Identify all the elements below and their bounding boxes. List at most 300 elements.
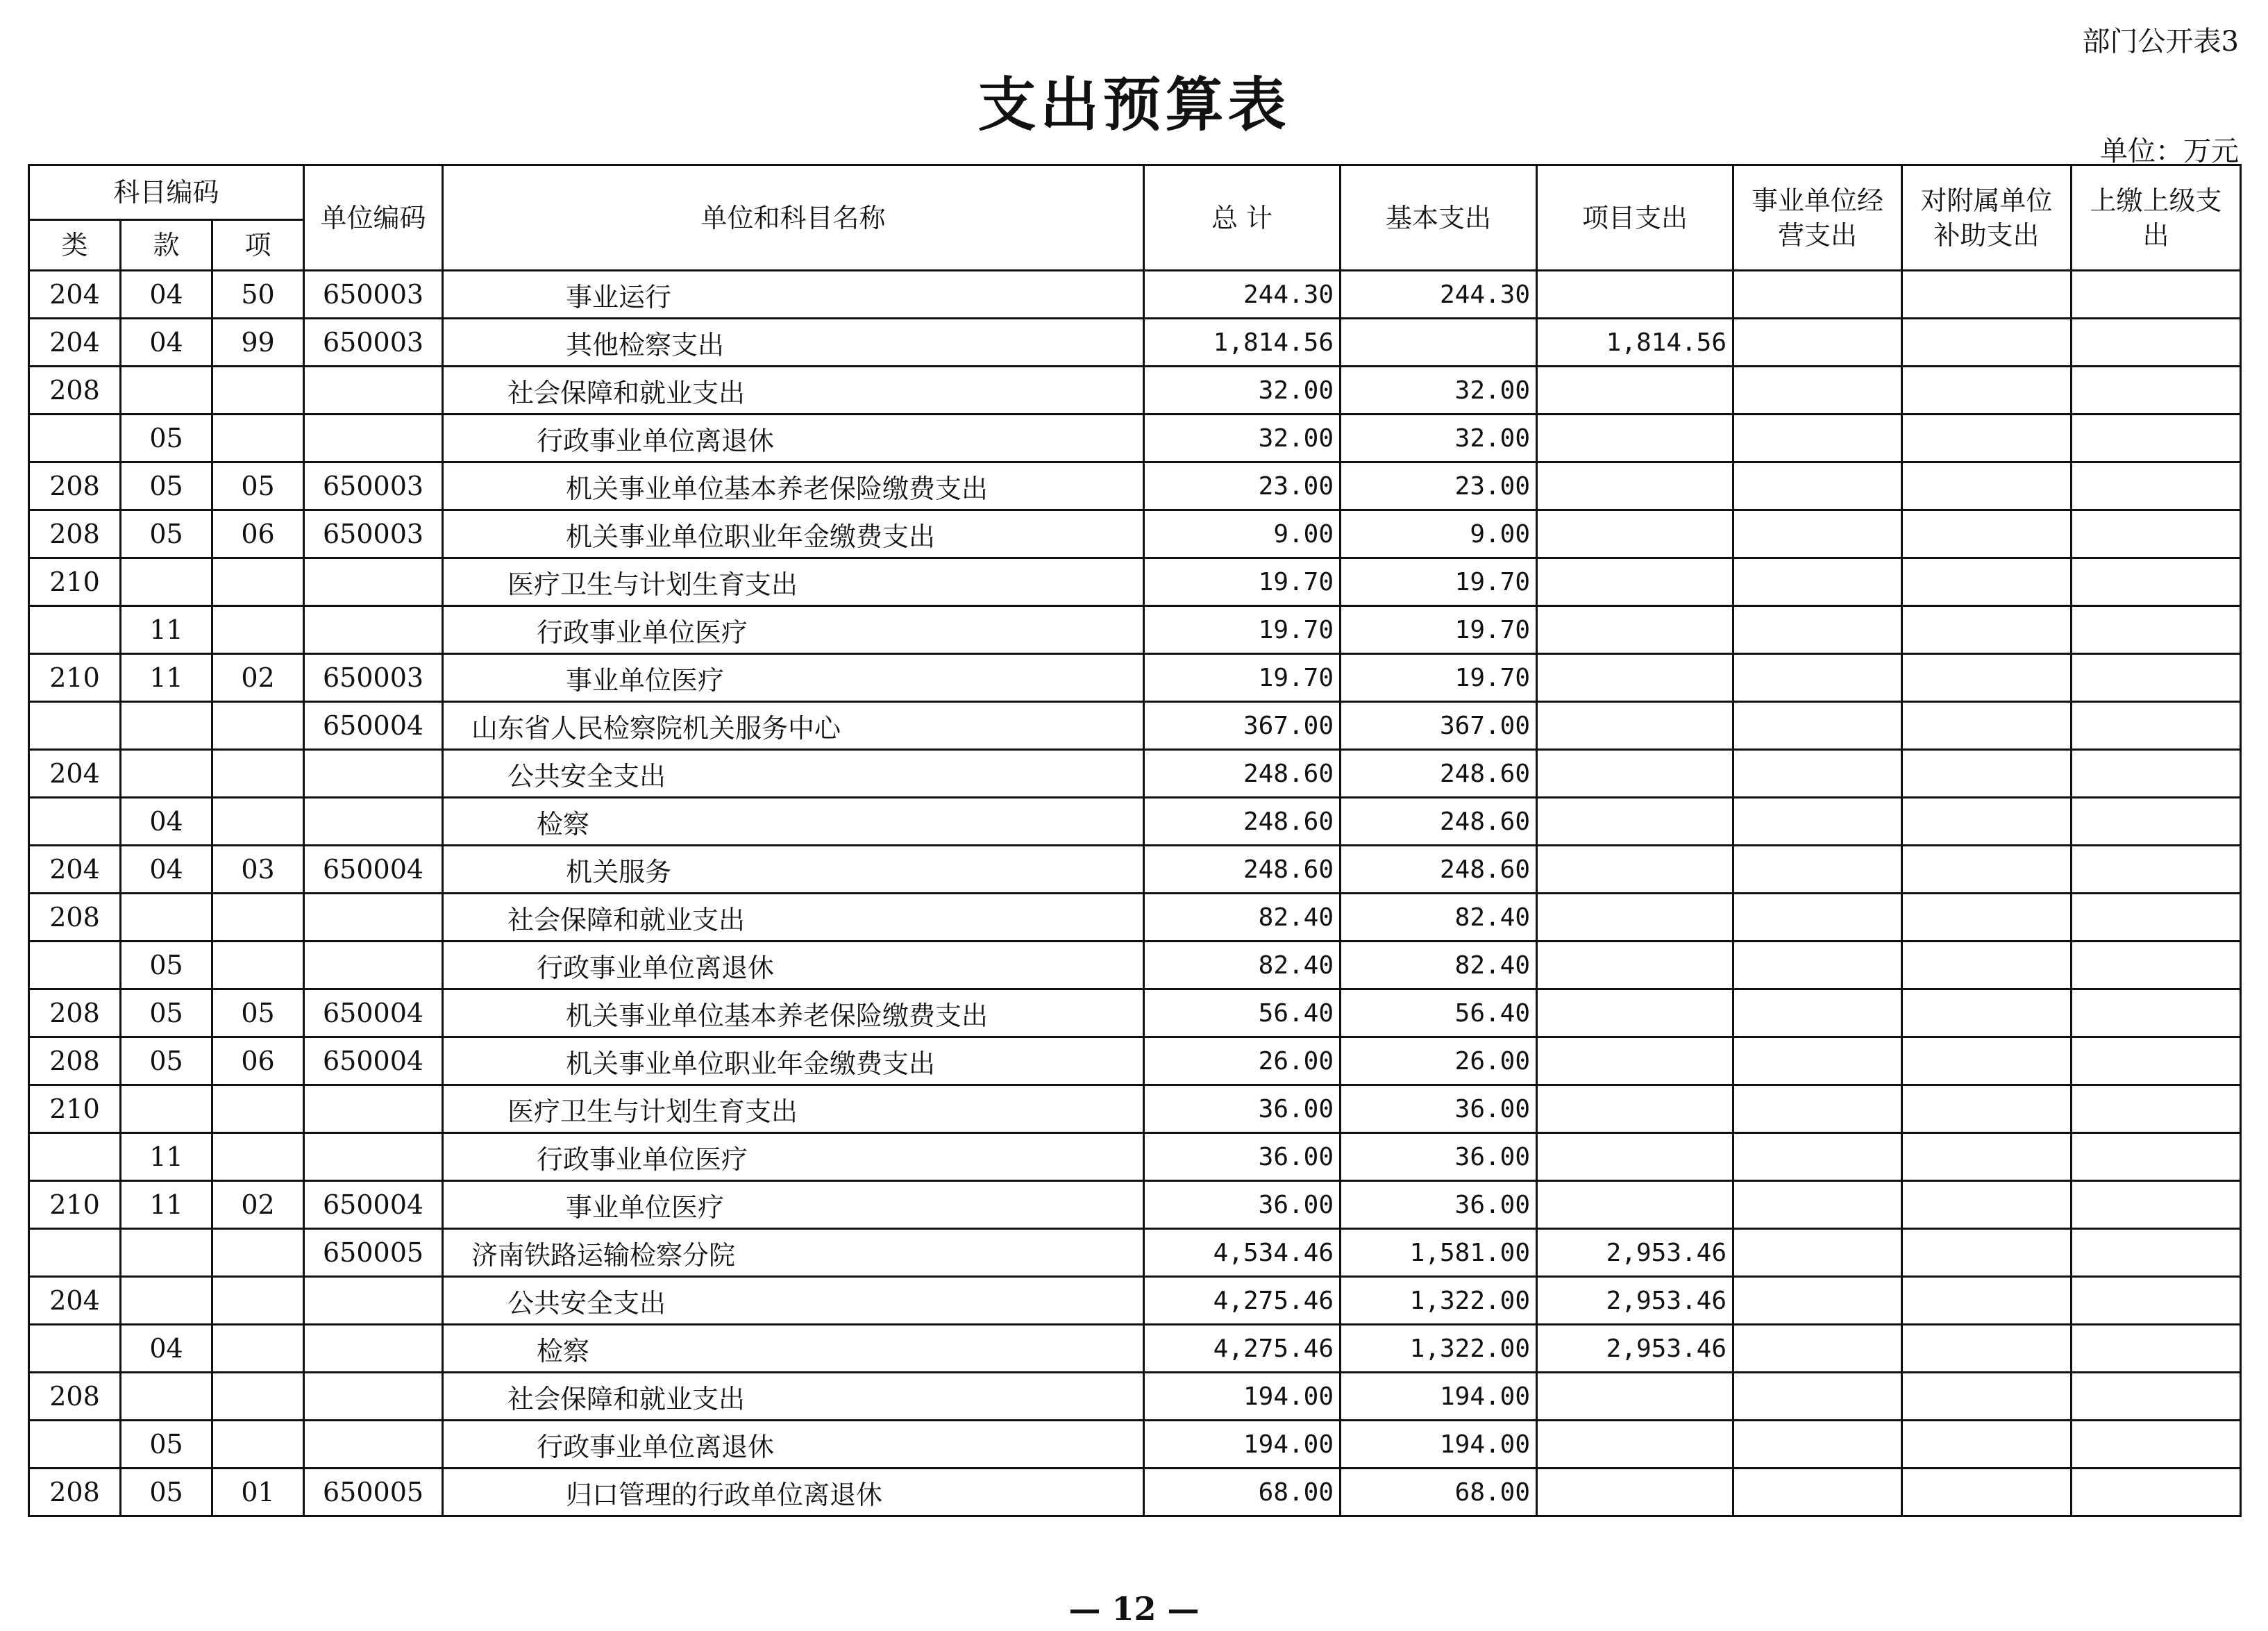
- cell-lei: 208: [29, 367, 121, 415]
- cell-project: [1537, 271, 1733, 319]
- cell-subsidy: [1902, 702, 2072, 750]
- table-row: [29, 510, 2241, 558]
- cell-name: 行政事业单位离退休: [443, 415, 1144, 462]
- cell-project: [1537, 702, 1733, 750]
- cell-project: [1537, 1085, 1733, 1133]
- cell-basic: 26.00: [1341, 1037, 1537, 1085]
- table-row: [29, 1421, 2241, 1469]
- cell-upper: [2072, 415, 2241, 462]
- cell-lei: 208: [29, 510, 121, 558]
- cell-business: [1733, 750, 1902, 798]
- cell-lei: [29, 415, 121, 462]
- cell-xiang: 06: [212, 510, 304, 558]
- cell-lei: 204: [29, 846, 121, 894]
- cell-basic: 1,322.00: [1341, 1325, 1537, 1373]
- cell-unit-code: [304, 1133, 443, 1181]
- cell-project: 2,953.46: [1537, 1325, 1733, 1373]
- cell-xiang: [212, 1085, 304, 1133]
- cell-name: 行政事业单位医疗: [443, 606, 1144, 654]
- cell-lei: 210: [29, 558, 121, 606]
- cell-project: [1537, 1181, 1733, 1229]
- cell-subsidy: [1902, 271, 2072, 319]
- cell-project: [1537, 989, 1733, 1037]
- cell-upper: [2072, 798, 2241, 846]
- cell-kuan: 05: [121, 942, 212, 989]
- cell-name: 检察: [443, 798, 1144, 846]
- cell-project: [1537, 798, 1733, 846]
- subsidy-expenditure-header: 对附属单位补助支出: [1902, 165, 2072, 271]
- cell-xiang: [212, 894, 304, 942]
- cell-total: 23.00: [1144, 462, 1341, 510]
- table-row: [29, 1325, 2241, 1373]
- cell-subsidy: [1902, 510, 2072, 558]
- cell-kuan: [121, 1373, 212, 1421]
- cell-xiang: 99: [212, 319, 304, 367]
- cell-kuan: 11: [121, 1133, 212, 1181]
- cell-upper: [2072, 1325, 2241, 1373]
- cell-total: 19.70: [1144, 606, 1341, 654]
- cell-xiang: 02: [212, 1181, 304, 1229]
- cell-basic: 1,322.00: [1341, 1277, 1537, 1325]
- lei-header: 类: [29, 220, 121, 271]
- cell-upper: [2072, 1085, 2241, 1133]
- cell-kuan: 04: [121, 846, 212, 894]
- cell-basic: 19.70: [1341, 606, 1537, 654]
- table-row: [29, 271, 2241, 319]
- upper-remittance-header: 上缴上级支出: [2072, 165, 2241, 271]
- cell-xiang: [212, 942, 304, 989]
- cell-kuan: 05: [121, 510, 212, 558]
- cell-project: [1537, 1421, 1733, 1469]
- cell-name: 济南铁路运输检察分院: [443, 1229, 1144, 1277]
- form-number: 部门公开表3: [2082, 26, 2239, 58]
- cell-subsidy: [1902, 415, 2072, 462]
- name-header: 单位和科目名称: [443, 165, 1144, 271]
- cell-business: [1733, 462, 1902, 510]
- cell-subsidy: [1902, 1133, 2072, 1181]
- cell-kuan: [121, 367, 212, 415]
- cell-upper: [2072, 319, 2241, 367]
- cell-lei: 208: [29, 894, 121, 942]
- cell-total: 26.00: [1144, 1037, 1341, 1085]
- cell-basic: 36.00: [1341, 1133, 1537, 1181]
- cell-xiang: [212, 1229, 304, 1277]
- cell-subsidy: [1902, 846, 2072, 894]
- cell-kuan: 04: [121, 798, 212, 846]
- cell-name: 检察: [443, 1325, 1144, 1373]
- cell-name: 机关事业单位职业年金缴费支出: [443, 510, 1144, 558]
- cell-project: [1537, 654, 1733, 702]
- cell-kuan: [121, 894, 212, 942]
- cell-name: 其他检察支出: [443, 319, 1144, 367]
- cell-subsidy: [1902, 1325, 2072, 1373]
- table-row: [29, 894, 2241, 942]
- cell-subsidy: [1902, 894, 2072, 942]
- cell-upper: [2072, 750, 2241, 798]
- cell-upper: [2072, 367, 2241, 415]
- cell-xiang: [212, 1325, 304, 1373]
- cell-basic: 248.60: [1341, 846, 1537, 894]
- cell-subsidy: [1902, 1181, 2072, 1229]
- cell-kuan: [121, 1277, 212, 1325]
- cell-total: 82.40: [1144, 942, 1341, 989]
- cell-total: 4,534.46: [1144, 1229, 1341, 1277]
- cell-subsidy: [1902, 942, 2072, 989]
- cell-kuan: [121, 702, 212, 750]
- table-row: [29, 1085, 2241, 1133]
- cell-kuan: 05: [121, 989, 212, 1037]
- cell-upper: [2072, 1277, 2241, 1325]
- cell-total: 32.00: [1144, 367, 1341, 415]
- cell-unit-code: 650003: [304, 271, 443, 319]
- cell-total: 9.00: [1144, 510, 1341, 558]
- cell-subsidy: [1902, 989, 2072, 1037]
- kuan-header: 款: [121, 220, 212, 271]
- cell-upper: [2072, 654, 2241, 702]
- cell-subsidy: [1902, 1085, 2072, 1133]
- cell-kuan: 04: [121, 271, 212, 319]
- cell-upper: [2072, 894, 2241, 942]
- cell-upper: [2072, 1421, 2241, 1469]
- cell-xiang: [212, 1133, 304, 1181]
- basic-expenditure-header: 基本支出: [1341, 165, 1537, 271]
- cell-basic: 32.00: [1341, 415, 1537, 462]
- cell-xiang: 05: [212, 989, 304, 1037]
- cell-total: 19.70: [1144, 654, 1341, 702]
- cell-basic: 36.00: [1341, 1181, 1537, 1229]
- cell-lei: 208: [29, 1469, 121, 1516]
- cell-unit-code: 650005: [304, 1229, 443, 1277]
- cell-subsidy: [1902, 1373, 2072, 1421]
- cell-name: 行政事业单位离退休: [443, 942, 1144, 989]
- cell-upper: [2072, 271, 2241, 319]
- cell-kuan: [121, 750, 212, 798]
- cell-basic: 82.40: [1341, 942, 1537, 989]
- cell-project: [1537, 558, 1733, 606]
- cell-basic: 23.00: [1341, 462, 1537, 510]
- cell-basic: 1,581.00: [1341, 1229, 1537, 1277]
- cell-lei: 204: [29, 319, 121, 367]
- cell-total: 248.60: [1144, 798, 1341, 846]
- cell-name: 机关事业单位职业年金缴费支出: [443, 1037, 1144, 1085]
- table-row: [29, 942, 2241, 989]
- cell-name: 山东省人民检察院机关服务中心: [443, 702, 1144, 750]
- cell-total: 68.00: [1144, 1469, 1341, 1516]
- cell-lei: 208: [29, 462, 121, 510]
- table-header: [29, 165, 2241, 271]
- table-row: [29, 606, 2241, 654]
- cell-business: [1733, 846, 1902, 894]
- cell-upper: [2072, 462, 2241, 510]
- cell-total: 367.00: [1144, 702, 1341, 750]
- cell-project: [1537, 606, 1733, 654]
- cell-total: 56.40: [1144, 989, 1341, 1037]
- cell-kuan: 05: [121, 1469, 212, 1516]
- cell-unit-code: [304, 415, 443, 462]
- cell-upper: [2072, 702, 2241, 750]
- cell-name: 社会保障和就业支出: [443, 367, 1144, 415]
- cell-lei: 210: [29, 654, 121, 702]
- cell-business: [1733, 1277, 1902, 1325]
- cell-basic: 19.70: [1341, 558, 1537, 606]
- cell-lei: 204: [29, 271, 121, 319]
- cell-business: [1733, 606, 1902, 654]
- cell-kuan: 05: [121, 1037, 212, 1085]
- table-row: [29, 989, 2241, 1037]
- table-row: [29, 319, 2241, 367]
- cell-upper: [2072, 510, 2241, 558]
- cell-total: 32.00: [1144, 415, 1341, 462]
- cell-upper: [2072, 1229, 2241, 1277]
- cell-unit-code: 650004: [304, 702, 443, 750]
- cell-business: [1733, 894, 1902, 942]
- cell-subsidy: [1902, 1037, 2072, 1085]
- cell-basic: 56.40: [1341, 989, 1537, 1037]
- cell-total: 248.60: [1144, 750, 1341, 798]
- cell-unit-code: [304, 558, 443, 606]
- cell-kuan: [121, 558, 212, 606]
- cell-unit-code: [304, 750, 443, 798]
- cell-name: 事业运行: [443, 271, 1144, 319]
- table-row: [29, 1469, 2241, 1516]
- cell-upper: [2072, 1373, 2241, 1421]
- project-expenditure-header: 项目支出: [1537, 165, 1733, 271]
- cell-business: [1733, 1421, 1902, 1469]
- cell-kuan: 04: [121, 1325, 212, 1373]
- cell-total: 1,814.56: [1144, 319, 1341, 367]
- cell-project: [1537, 942, 1733, 989]
- cell-kuan: [121, 1229, 212, 1277]
- cell-name: 社会保障和就业支出: [443, 1373, 1144, 1421]
- cell-unit-code: [304, 942, 443, 989]
- cell-upper: [2072, 1037, 2241, 1085]
- page-number: — 12 —: [1068, 1590, 1200, 1628]
- cell-project: [1537, 367, 1733, 415]
- cell-unit-code: [304, 798, 443, 846]
- cell-unit-code: 650005: [304, 1469, 443, 1516]
- cell-basic: 9.00: [1341, 510, 1537, 558]
- cell-basic: 36.00: [1341, 1085, 1537, 1133]
- cell-subsidy: [1902, 319, 2072, 367]
- cell-total: 36.00: [1144, 1181, 1341, 1229]
- cell-subsidy: [1902, 1421, 2072, 1469]
- cell-xiang: 03: [212, 846, 304, 894]
- cell-name: 医疗卫生与计划生育支出: [443, 1085, 1144, 1133]
- cell-business: [1733, 1085, 1902, 1133]
- cell-upper: [2072, 1181, 2241, 1229]
- cell-project: [1537, 1133, 1733, 1181]
- cell-unit-code: [304, 1277, 443, 1325]
- cell-unit-code: 650003: [304, 319, 443, 367]
- cell-lei: [29, 942, 121, 989]
- subject-code-header: 科目编码: [29, 165, 304, 220]
- cell-xiang: 01: [212, 1469, 304, 1516]
- cell-unit-code: [304, 894, 443, 942]
- cell-business: [1733, 1469, 1902, 1516]
- table-row: [29, 415, 2241, 462]
- cell-lei: [29, 1421, 121, 1469]
- cell-business: [1733, 702, 1902, 750]
- cell-basic: 68.00: [1341, 1469, 1537, 1516]
- cell-xiang: [212, 798, 304, 846]
- cell-business: [1733, 271, 1902, 319]
- total-header: 总 计: [1144, 165, 1341, 271]
- page-title: 支出预算表: [977, 70, 1291, 139]
- cell-lei: [29, 798, 121, 846]
- cell-xiang: [212, 415, 304, 462]
- cell-name: 医疗卫生与计划生育支出: [443, 558, 1144, 606]
- cell-kuan: 05: [121, 462, 212, 510]
- cell-name: 机关服务: [443, 846, 1144, 894]
- cell-subsidy: [1902, 367, 2072, 415]
- table-row: [29, 750, 2241, 798]
- xiang-header: 项: [212, 220, 304, 271]
- cell-xiang: 02: [212, 654, 304, 702]
- cell-upper: [2072, 989, 2241, 1037]
- cell-lei: [29, 1325, 121, 1373]
- cell-unit-code: 650003: [304, 510, 443, 558]
- cell-total: 36.00: [1144, 1133, 1341, 1181]
- cell-lei: [29, 702, 121, 750]
- cell-unit-code: [304, 1421, 443, 1469]
- cell-xiang: 06: [212, 1037, 304, 1085]
- cell-kuan: 05: [121, 1421, 212, 1469]
- cell-xiang: 50: [212, 271, 304, 319]
- cell-unit-code: 650004: [304, 989, 443, 1037]
- cell-unit-code: 650004: [304, 1181, 443, 1229]
- cell-project: [1537, 846, 1733, 894]
- cell-lei: 204: [29, 1277, 121, 1325]
- cell-basic: 367.00: [1341, 702, 1537, 750]
- table-body: [29, 271, 2241, 1516]
- cell-subsidy: [1902, 798, 2072, 846]
- cell-lei: [29, 1133, 121, 1181]
- cell-basic: 248.60: [1341, 750, 1537, 798]
- cell-total: 194.00: [1144, 1421, 1341, 1469]
- cell-project: [1537, 750, 1733, 798]
- cell-basic: 194.00: [1341, 1373, 1537, 1421]
- cell-unit-code: [304, 1325, 443, 1373]
- cell-project: 1,814.56: [1537, 319, 1733, 367]
- business-expenditure-header: 事业单位经营支出: [1733, 165, 1902, 271]
- cell-basic: 19.70: [1341, 654, 1537, 702]
- cell-total: 244.30: [1144, 271, 1341, 319]
- cell-business: [1733, 1037, 1902, 1085]
- cell-lei: [29, 1229, 121, 1277]
- cell-name: 行政事业单位离退休: [443, 1421, 1144, 1469]
- cell-unit-code: 650004: [304, 1037, 443, 1085]
- cell-unit-code: 650003: [304, 462, 443, 510]
- cell-subsidy: [1902, 1469, 2072, 1516]
- table-row: [29, 846, 2241, 894]
- cell-kuan: 11: [121, 606, 212, 654]
- cell-business: [1733, 798, 1902, 846]
- cell-name: 机关事业单位基本养老保险缴费支出: [443, 462, 1144, 510]
- cell-business: [1733, 1181, 1902, 1229]
- cell-lei: 204: [29, 750, 121, 798]
- cell-business: [1733, 367, 1902, 415]
- cell-xiang: [212, 750, 304, 798]
- cell-project: [1537, 510, 1733, 558]
- cell-subsidy: [1902, 558, 2072, 606]
- cell-basic: 248.60: [1341, 798, 1537, 846]
- cell-upper: [2072, 846, 2241, 894]
- cell-upper: [2072, 1469, 2241, 1516]
- cell-subsidy: [1902, 750, 2072, 798]
- cell-subsidy: [1902, 654, 2072, 702]
- cell-name: 公共安全支出: [443, 750, 1144, 798]
- cell-total: 248.60: [1144, 846, 1341, 894]
- cell-business: [1733, 415, 1902, 462]
- cell-upper: [2072, 942, 2241, 989]
- cell-upper: [2072, 558, 2241, 606]
- cell-project: 2,953.46: [1537, 1229, 1733, 1277]
- cell-unit-code: [304, 1373, 443, 1421]
- cell-project: 2,953.46: [1537, 1277, 1733, 1325]
- cell-xiang: [212, 1277, 304, 1325]
- cell-basic: 32.00: [1341, 367, 1537, 415]
- unit-code-header: 单位编码: [304, 165, 443, 271]
- cell-project: [1537, 894, 1733, 942]
- cell-lei: 210: [29, 1181, 121, 1229]
- cell-project: [1537, 1037, 1733, 1085]
- table-row: [29, 558, 2241, 606]
- cell-subsidy: [1902, 1229, 2072, 1277]
- cell-subsidy: [1902, 462, 2072, 510]
- cell-project: [1537, 1373, 1733, 1421]
- cell-business: [1733, 942, 1902, 989]
- cell-business: [1733, 1325, 1902, 1373]
- cell-business: [1733, 654, 1902, 702]
- cell-xiang: [212, 702, 304, 750]
- cell-unit-code: 650003: [304, 654, 443, 702]
- cell-name: 公共安全支出: [443, 1277, 1144, 1325]
- cell-kuan: 05: [121, 415, 212, 462]
- cell-business: [1733, 510, 1902, 558]
- table-row: [29, 1133, 2241, 1181]
- cell-total: 4,275.46: [1144, 1325, 1341, 1373]
- cell-subsidy: [1902, 1277, 2072, 1325]
- cell-business: [1733, 1229, 1902, 1277]
- cell-xiang: 05: [212, 462, 304, 510]
- cell-kuan: [121, 1085, 212, 1133]
- cell-total: 36.00: [1144, 1085, 1341, 1133]
- table-row: [29, 654, 2241, 702]
- cell-kuan: 04: [121, 319, 212, 367]
- cell-subsidy: [1902, 606, 2072, 654]
- cell-business: [1733, 1133, 1902, 1181]
- table-row: [29, 1181, 2241, 1229]
- cell-business: [1733, 319, 1902, 367]
- cell-unit-code: [304, 1085, 443, 1133]
- table-row: [29, 462, 2241, 510]
- table-row: [29, 798, 2241, 846]
- table-row: [29, 367, 2241, 415]
- table-row: [29, 1277, 2241, 1325]
- cell-basic: 244.30: [1341, 271, 1537, 319]
- cell-name: 归口管理的行政单位离退休: [443, 1469, 1144, 1516]
- table-row: [29, 1037, 2241, 1085]
- cell-project: [1537, 462, 1733, 510]
- cell-name: 机关事业单位基本养老保险缴费支出: [443, 989, 1144, 1037]
- cell-name: 社会保障和就业支出: [443, 894, 1144, 942]
- table-row: [29, 702, 2241, 750]
- cell-xiang: [212, 1421, 304, 1469]
- expenditure-budget-table: [28, 164, 2242, 1517]
- cell-upper: [2072, 606, 2241, 654]
- cell-unit-code: 650004: [304, 846, 443, 894]
- table-row: [29, 1373, 2241, 1421]
